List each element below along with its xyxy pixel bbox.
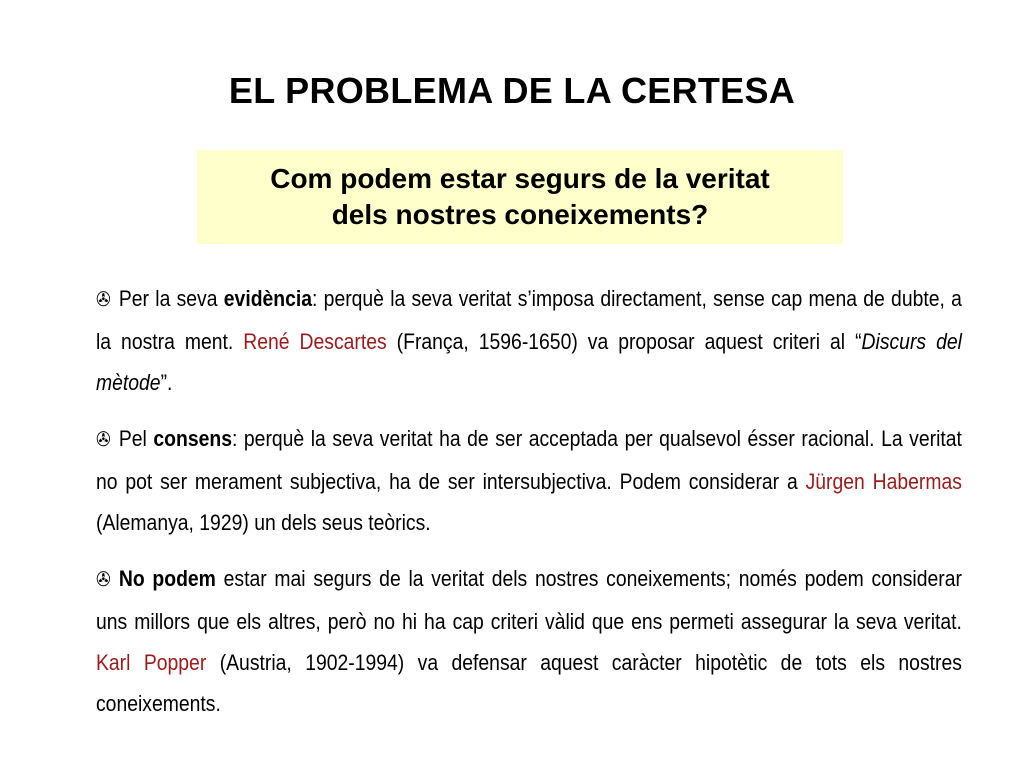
person-habermas: Jürgen Habermas: [805, 469, 962, 494]
paragraph-no-certainty: [96, 558, 962, 724]
paragraph-text: : perquè la seva veritat s’imposa directament, sense cap mena de dubte, a la nostra ment.: [96, 286, 962, 354]
paragraph-text: (França, 1596-1650) va proposar aquest criteri al “: [386, 329, 862, 354]
slide-title: EL PROBLEMA DE LA CERTESA: [228, 70, 796, 111]
paragraph-text: ”.: [160, 370, 173, 395]
keyword-no-podem: No podem: [118, 566, 216, 591]
keyword-consensus: consens: [153, 426, 232, 451]
question-box: [197, 150, 843, 244]
paragraph-text: estar mai segurs de la veritat dels nostres coneixements; només podem considerar uns millors que els altres, però no hi ha cap criteri vàlid que ens permeti assegurar la seva veritat.: [96, 566, 962, 634]
hand-pointing-icon: ✇: [96, 569, 111, 591]
paragraph-evidence: [96, 278, 962, 403]
work-title: Discurs del mètode: [96, 329, 962, 395]
paragraph-lead: Pel: [118, 426, 154, 451]
paragraph-text: (Alemanya, 1929) un dels seus teòrics.: [96, 510, 431, 535]
body-text: [96, 278, 962, 739]
question-line-1: Com podem estar segurs de la veritat: [270, 163, 770, 194]
paragraph-text: : perquè la seva veritat ha de ser acceptada per qualsevol ésser racional. La veritat no pot ser merament subjectiva, ha de ser intersubjectiva. Podem considerar a: [96, 426, 962, 494]
paragraph-text: (Austria, 1902-1994) va defensar aquest caràcter hipotètic de tots els nostres coneixements.: [96, 650, 962, 716]
paragraph-lead: Per la seva: [118, 286, 224, 311]
person-popper: Karl Popper: [96, 650, 207, 675]
paragraph-consensus: [96, 418, 962, 543]
hand-pointing-icon: ✇: [96, 289, 111, 311]
person-descartes: René Descartes: [243, 329, 387, 354]
keyword-evidence: evidència: [223, 286, 313, 311]
hand-pointing-icon: ✇: [96, 429, 111, 451]
question-line-2: dels nostres coneixements?: [331, 199, 709, 230]
